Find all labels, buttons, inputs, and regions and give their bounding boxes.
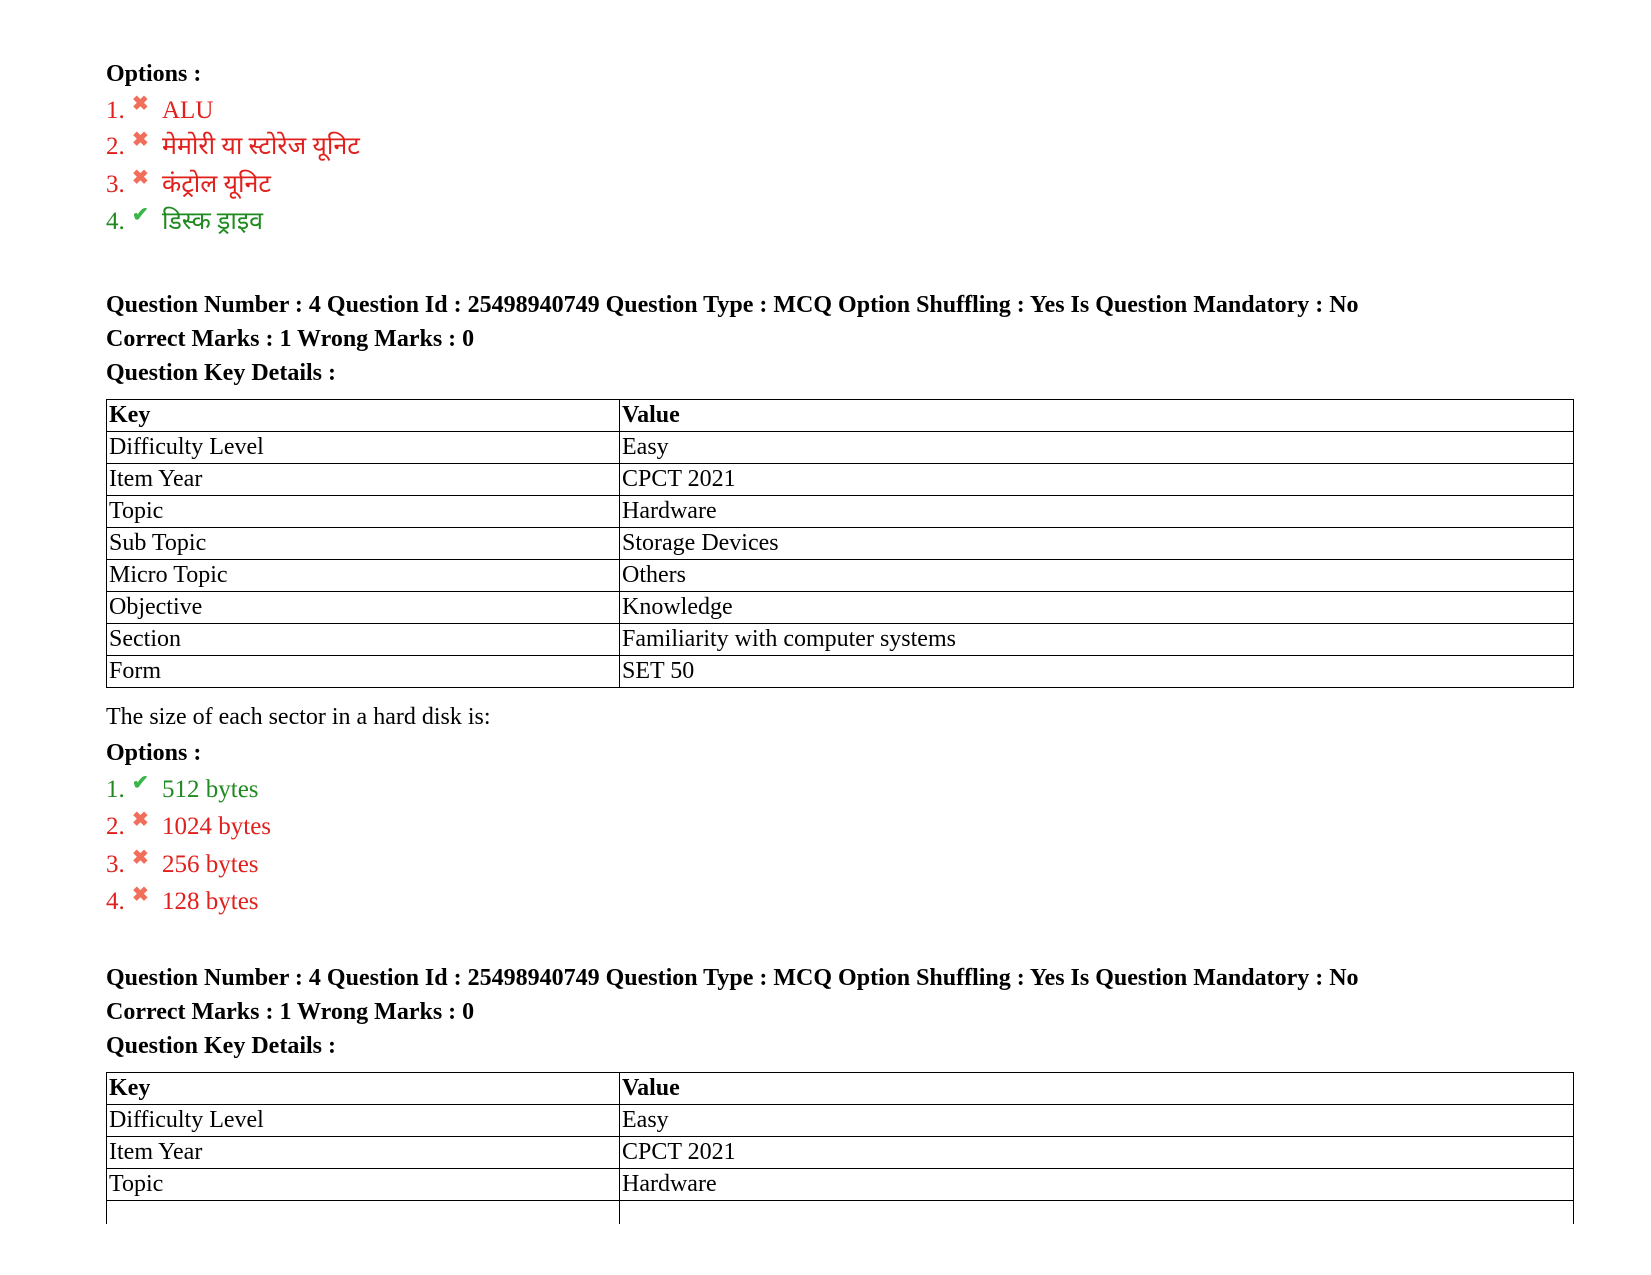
row-value: Storage Devices [620, 528, 1574, 560]
checkmark-icon: ✔ [132, 204, 149, 226]
table-row [107, 432, 1574, 464]
cross-icon: ✖ [132, 884, 149, 906]
table-row [107, 464, 1574, 496]
table-row [107, 592, 1574, 624]
row-key: Section [107, 624, 620, 656]
option-text: ALU [162, 97, 214, 124]
row-value: Familiarity with computer systems [620, 624, 1574, 656]
row-value: SET 50 [620, 656, 1574, 688]
table-row [107, 560, 1574, 592]
option-text: मेमोरी या स्टोरेज यूनिट [162, 133, 360, 160]
row-key: Topic [107, 496, 620, 528]
row-value: CPCT 2021 [620, 464, 1574, 496]
cross-icon: ✖ [132, 167, 149, 189]
option-1 [106, 93, 214, 127]
option-number: 4. [106, 888, 125, 915]
table-row [107, 496, 1574, 528]
row-value: Easy [620, 432, 1574, 464]
row-value: Knowledge [620, 592, 1574, 624]
table-row [107, 656, 1574, 688]
option-3 [106, 167, 271, 201]
row-key: Item Year [107, 1137, 620, 1169]
option-text: 1024 bytes [162, 813, 272, 840]
header-key: Key [107, 400, 620, 432]
row-key: Objective [107, 592, 620, 624]
row-key: Difficulty Level [107, 432, 620, 464]
cross-icon: ✖ [132, 809, 149, 831]
key-details-table [106, 1072, 1574, 1224]
header-value: Value [620, 1073, 1574, 1105]
cross-icon: ✖ [132, 93, 149, 115]
row-value: Hardware [620, 1169, 1574, 1201]
table-header-row [107, 400, 1574, 432]
option-4 [106, 884, 259, 918]
row-key [107, 1201, 620, 1225]
row-value: Others [620, 560, 1574, 592]
option-text: डिस्क ड्राइव [162, 208, 264, 235]
option-text: 512 bytes [162, 776, 259, 803]
checkmark-icon: ✔ [132, 772, 149, 794]
row-key: Sub Topic [107, 528, 620, 560]
options-title: Options : [106, 61, 202, 87]
option-number: 4. [106, 208, 125, 235]
cross-icon: ✖ [132, 847, 149, 869]
option-number: 1. [106, 97, 125, 124]
header-key: Key [107, 1073, 620, 1105]
table-row [107, 528, 1574, 560]
cross-icon: ✖ [132, 129, 149, 151]
table-row [107, 1169, 1574, 1201]
option-number: 2. [106, 813, 125, 840]
row-value [620, 1201, 1574, 1225]
table-row [107, 1105, 1574, 1137]
marks-line: Correct Marks : 1 Wrong Marks : 0 [106, 999, 475, 1025]
row-value: Easy [620, 1105, 1574, 1137]
option-2 [106, 129, 360, 163]
row-value: Hardware [620, 496, 1574, 528]
question-stem: The size of each sector in a hard disk is: [106, 704, 491, 730]
option-number: 2. [106, 133, 125, 160]
key-details-title: Question Key Details : [106, 360, 336, 386]
row-key: Topic [107, 1169, 620, 1201]
key-details-table [106, 399, 1574, 688]
option-text: 256 bytes [162, 851, 259, 878]
option-number: 1. [106, 776, 125, 803]
header-value: Value [620, 400, 1574, 432]
option-text: कंट्रोल यूनिट [162, 171, 271, 198]
option-number: 3. [106, 171, 125, 198]
row-key: Item Year [107, 464, 620, 496]
row-key: Difficulty Level [107, 1105, 620, 1137]
table-row [107, 624, 1574, 656]
option-2 [106, 809, 272, 843]
table-row [107, 1201, 1574, 1225]
row-key: Micro Topic [107, 560, 620, 592]
row-value: CPCT 2021 [620, 1137, 1574, 1169]
row-key: Form [107, 656, 620, 688]
key-details-title: Question Key Details : [106, 1033, 336, 1059]
option-number: 3. [106, 851, 125, 878]
option-3 [106, 847, 259, 881]
question-header: Question Number : 4 Question Id : 25498940749 Question Type : MCQ Option Shuffling : Yes Is Question Mandatory : No [106, 292, 1359, 318]
table-header-row [107, 1073, 1574, 1105]
options-title: Options : [106, 740, 202, 766]
option-text: 128 bytes [162, 888, 259, 915]
option-1 [106, 772, 259, 806]
question-header: Question Number : 4 Question Id : 25498940749 Question Type : MCQ Option Shuffling : Yes Is Question Mandatory : No [106, 965, 1359, 991]
table-clip [106, 1072, 1578, 1224]
marks-line: Correct Marks : 1 Wrong Marks : 0 [106, 326, 475, 352]
option-4 [106, 204, 264, 238]
table-row [107, 1137, 1574, 1169]
